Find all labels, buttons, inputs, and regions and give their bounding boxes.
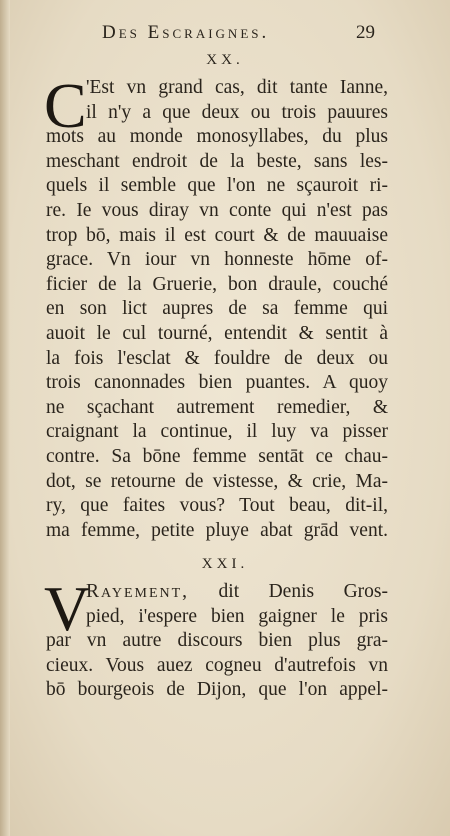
text-line: par vn autre discours bien plus gra- bbox=[46, 630, 388, 652]
text-line: cieux. Vous auez cogneu d'autrefois vn bbox=[46, 654, 388, 676]
text-line: ficier de la Gruerie, bon draule, couché bbox=[46, 273, 388, 295]
text-line: meschant endroit de la beste, sans les- bbox=[46, 150, 388, 172]
text-line: contre. Sa bōne femme sentāt ce chau- bbox=[46, 445, 388, 467]
drop-cap-v: V bbox=[44, 573, 91, 644]
first-word: Rayement, bbox=[86, 581, 190, 602]
text-line: en son lict aupres de sa femme qui bbox=[46, 298, 388, 320]
text-line: re. Ie vous diray vn conte qui n'est pas bbox=[46, 199, 388, 221]
text-line: dot, se retourne de vistesse, & crie, Ma- bbox=[46, 470, 388, 492]
text-line: quels il semble que l'on ne sçauroit ri- bbox=[46, 175, 388, 197]
drop-cap-c: C bbox=[44, 70, 87, 141]
text-line: mots au monde monosyllabes, du plus bbox=[46, 126, 388, 148]
text-line: la fois l'esclat & fouldre de deux ou bbox=[46, 347, 388, 369]
page-number: 29 bbox=[356, 22, 375, 43]
section-xxi-text bbox=[46, 580, 388, 703]
text-line: craignant la continue, il luy va pisser bbox=[46, 421, 388, 443]
section-number-xx: XX. bbox=[206, 52, 244, 68]
text-line: trop bō, mais il est court & de mauuaise bbox=[46, 224, 388, 246]
section-number-xxi: XXI. bbox=[201, 556, 249, 572]
running-head: Des Escraignes. bbox=[102, 22, 270, 43]
text-line: ma femme, petite pluye abat grād vent. bbox=[46, 519, 388, 541]
text-line: 'Est vn grand cas, dit tante Ianne, bbox=[86, 77, 388, 98]
page-gutter-shadow bbox=[0, 0, 10, 836]
text-line: grace. Vn iour vn honneste hōme of- bbox=[46, 249, 388, 271]
text-line: pied, i'espere bien gaigner le pris bbox=[86, 605, 388, 627]
section-xx-text bbox=[44, 70, 388, 543]
text-line: trois canonnades bien puantes. A quoy bbox=[46, 372, 388, 394]
text-line: ne sçachant autrement remedier, & bbox=[46, 396, 388, 418]
text-line: bō bourgeois de Dijon, que l'on appel- bbox=[46, 679, 388, 701]
text-line bbox=[46, 580, 388, 605]
text-line: auoit le cul tourné, entendit & sentit à bbox=[46, 322, 388, 344]
text-line: il n'y a que deux ou trois pauures bbox=[86, 101, 388, 123]
text-line: ry, que faites vous? Tout beau, dit-il, bbox=[46, 495, 388, 517]
text-line-rest: dit Denis Gros- bbox=[189, 581, 388, 602]
